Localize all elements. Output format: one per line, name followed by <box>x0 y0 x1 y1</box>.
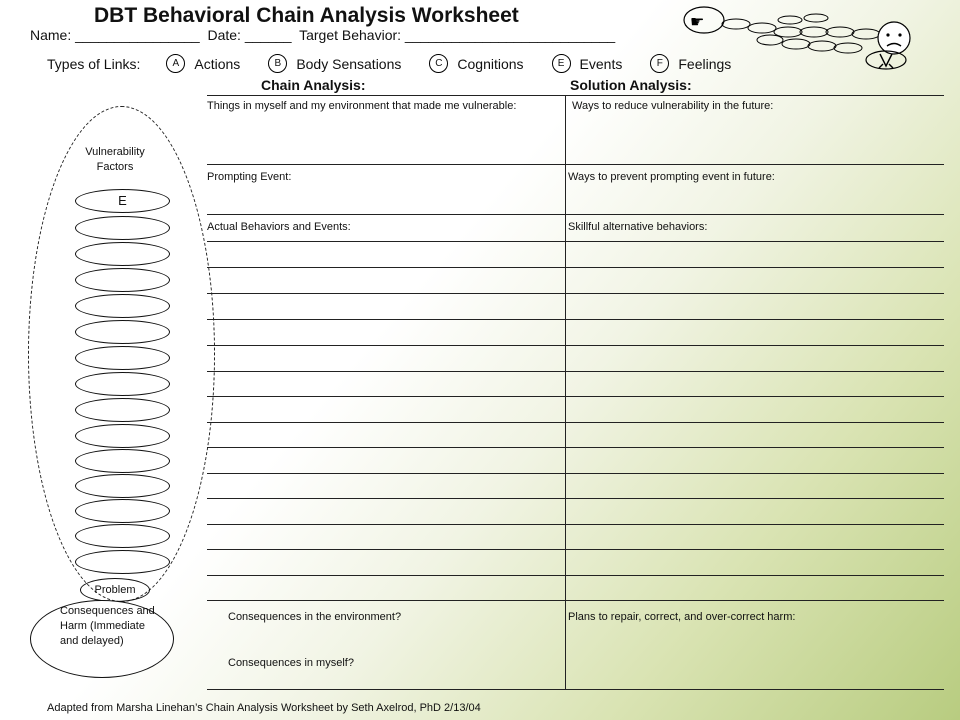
date-field[interactable]: Date: ______ <box>207 27 292 43</box>
link-letter-a: A <box>166 54 185 73</box>
chain-link[interactable] <box>75 449 170 473</box>
writing-line[interactable] <box>207 396 944 397</box>
link-types-row <box>47 54 753 73</box>
chain-link[interactable] <box>75 372 170 396</box>
link-letter-e: E <box>552 54 571 73</box>
writing-line[interactable] <box>207 422 944 423</box>
divider <box>207 600 944 601</box>
chain-link[interactable] <box>75 524 170 548</box>
prevent-prompting-label: Ways to prevent prompting event in future: <box>568 171 775 183</box>
writing-line[interactable] <box>207 293 944 294</box>
chain-link[interactable] <box>75 346 170 370</box>
chain-link[interactable] <box>75 294 170 318</box>
name-field[interactable]: Name: ________________ <box>30 27 200 43</box>
writing-line[interactable] <box>207 524 944 525</box>
writing-line[interactable] <box>207 549 944 550</box>
link-word-events: Events <box>579 55 623 72</box>
vulnerable-label: Things in myself and my environment that made me vulnerable: <box>207 100 517 112</box>
chain-link[interactable] <box>75 242 170 266</box>
plans-repair-label: Plans to repair, correct, and over-correct harm: <box>568 611 796 623</box>
link-types-label: Types of Links: <box>47 55 141 72</box>
link-word-feelings: Feelings <box>678 55 732 72</box>
consequences-environment-label: Consequences in the environment? <box>228 611 402 623</box>
vulnerability-factors-label: Vulnerability Factors <box>85 146 145 173</box>
divider <box>207 214 944 215</box>
chain-link[interactable] <box>75 320 170 344</box>
reduce-vulnerability-label: Ways to reduce vulnerability in the future: <box>572 100 774 112</box>
link-letter-f: F <box>650 54 669 73</box>
writing-line[interactable] <box>207 473 944 474</box>
link-letter-c: C <box>429 54 448 73</box>
writing-line[interactable] <box>207 345 944 346</box>
chain-link[interactable] <box>75 398 170 422</box>
divider <box>207 95 944 96</box>
divider <box>207 164 944 165</box>
skillful-alternatives-label: Skillful alternative behaviors: <box>568 221 708 233</box>
header-fields <box>30 27 615 43</box>
writing-line[interactable] <box>207 371 944 372</box>
link-word-cognitions: Cognitions <box>457 55 524 72</box>
writing-line[interactable] <box>207 319 944 320</box>
link-word-body-sensations: Body Sensations <box>296 55 402 72</box>
svg-text:☛: ☛ <box>690 12 705 31</box>
divider <box>207 241 944 242</box>
writing-line[interactable] <box>207 267 944 268</box>
chain-link[interactable] <box>75 550 170 574</box>
chain-link[interactable] <box>75 474 170 498</box>
chain-link[interactable] <box>75 216 170 240</box>
consequences-myself-label: Consequences in myself? <box>228 657 354 669</box>
divider <box>207 689 944 690</box>
chain-analysis-heading: Chain Analysis: <box>261 77 366 93</box>
link-letter-b: B <box>268 54 287 73</box>
target-behavior-field[interactable]: Target Behavior: ___________________________ <box>299 27 616 43</box>
page-title: DBT Behavioral Chain Analysis Worksheet <box>94 4 519 27</box>
writing-line[interactable] <box>207 498 944 499</box>
chain-link[interactable] <box>75 499 170 523</box>
writing-line[interactable] <box>207 575 944 576</box>
writing-line[interactable] <box>207 447 944 448</box>
footer-credit: Adapted from Marsha Linehan’s Chain Analysis Worksheet by Seth Axelrod, PhD 2/13/04 <box>47 702 481 714</box>
chain-link[interactable] <box>75 424 170 448</box>
problem-behavior-link[interactable]: Problem <box>80 578 150 602</box>
consequences-harm-label: Consequences and Harm (Immediate and delayed) <box>60 605 155 647</box>
link-word-actions: Actions <box>194 55 241 72</box>
chain-link-first[interactable]: E <box>75 189 170 213</box>
solution-analysis-heading: Solution Analysis: <box>570 77 692 93</box>
chain-link[interactable] <box>75 268 170 292</box>
actual-behaviors-label: Actual Behaviors and Events: <box>207 221 351 233</box>
prompting-event-label: Prompting Event: <box>207 171 292 183</box>
